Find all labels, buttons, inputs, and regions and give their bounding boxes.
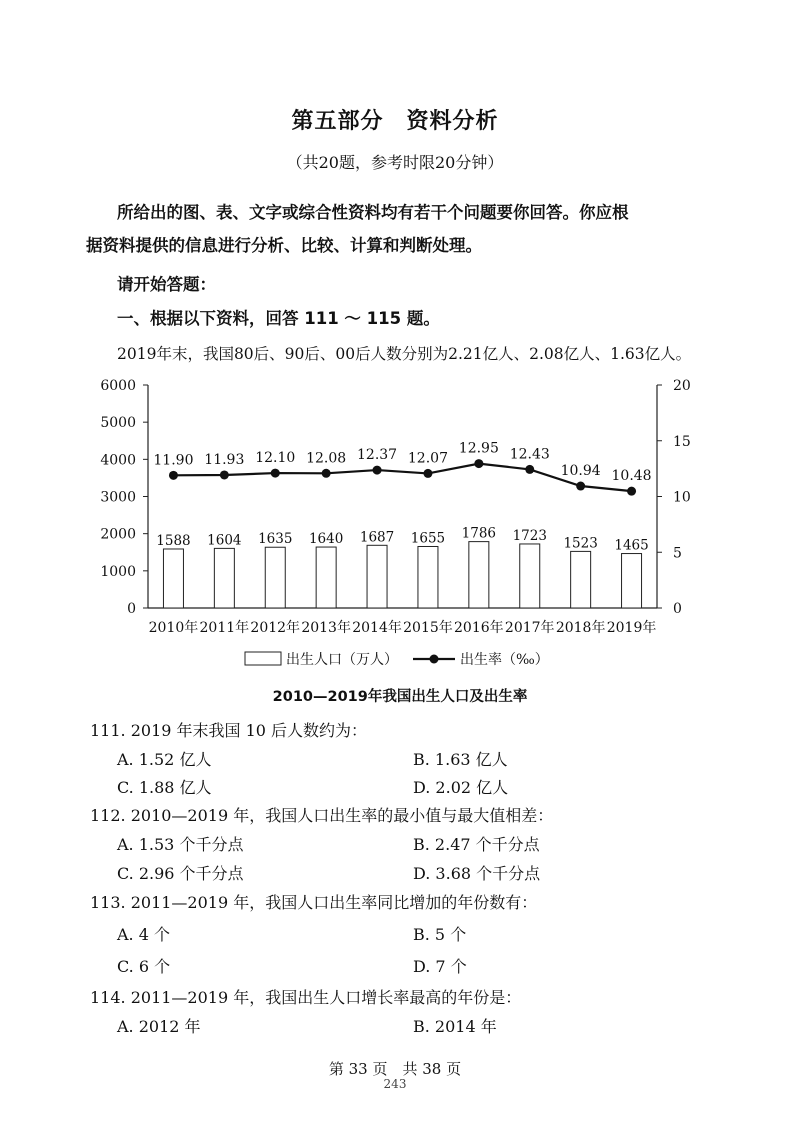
x-tick-label: 2019年 (606, 620, 657, 636)
birth-rate-point-2011年 (220, 470, 229, 479)
x-tick-label: 2013年 (301, 620, 351, 636)
birth-chart (0, 372, 800, 684)
y-right-tick-label: 20 (673, 378, 691, 394)
y-right-tick-label: 10 (673, 489, 691, 506)
y-left-tick-label: 4000 (100, 452, 136, 469)
y-right-tick-label: 5 (673, 545, 682, 562)
x-tick-label: 2012年 (250, 620, 301, 636)
y-left-tick-label: 0 (127, 601, 136, 617)
bar-2016年 (469, 542, 489, 608)
q113-option-c[interactable]: C. 6 个 (117, 957, 171, 976)
q111-option-d[interactable]: D. 2.02 亿人 (413, 778, 509, 797)
y-left-tick-label: 2000 (100, 526, 136, 543)
question-112-stem: 112. 2010—2019 年，我国人口出生率的最小值与最大值相差： (90, 806, 554, 825)
bar-value-label: 1523 (563, 535, 598, 552)
bar-2015年 (418, 546, 438, 608)
line-value-label: 12.37 (357, 447, 398, 464)
q114-option-a[interactable]: A. 2012 年 (117, 1017, 201, 1036)
birth-rate-point-2012年 (271, 469, 280, 478)
birth-rate-point-2013年 (322, 469, 331, 478)
y-right-tick-label: 15 (673, 433, 691, 450)
page-subtitle: （共20题，参考时限20分钟） (286, 153, 504, 172)
q113-option-d[interactable]: D. 7 个 (413, 957, 467, 976)
y-left-tick-label: 1000 (100, 563, 136, 580)
y-right-tick-label: 0 (673, 601, 682, 617)
bar-2014年 (367, 545, 387, 608)
line-value-label: 11.93 (204, 451, 245, 468)
bar-value-label: 1655 (410, 530, 446, 547)
page-number: 243 (383, 1077, 407, 1091)
intro-line-2: 据资料提供的信息进行分析、比较、计算和判断处理。 (86, 236, 482, 255)
x-tick-label: 2010年 (148, 620, 199, 636)
x-tick-label: 2018年 (555, 620, 606, 636)
birth-rate-point-2018年 (576, 482, 585, 491)
bar-value-label: 1640 (308, 531, 344, 548)
q112-option-b[interactable]: B. 2.47 个千分点 (413, 835, 540, 854)
bar-value-label: 1635 (258, 531, 293, 548)
birth-rate-point-2010年 (169, 471, 178, 480)
q114-option-b[interactable]: B. 2014 年 (413, 1017, 497, 1036)
legend-bar-label: 出生人口（万人） (286, 652, 398, 668)
bar-2013年 (316, 547, 336, 608)
question-111-stem: 111. 2019 年末我国 10 后人数约为： (90, 721, 368, 740)
page-title: 第五部分 资料分析 (291, 109, 499, 134)
y-left-tick-label: 5000 (100, 415, 136, 432)
y-left-tick-label: 3000 (100, 489, 136, 506)
x-tick-label: 2016年 (454, 620, 504, 636)
line-value-label: 12.43 (509, 446, 550, 463)
y-left-tick-label: 6000 (100, 378, 136, 394)
bar-2010年 (163, 549, 183, 608)
birth-rate-point-2019年 (627, 487, 636, 496)
line-value-label: 12.07 (407, 450, 448, 467)
bar-value-label: 1588 (156, 532, 191, 549)
section-heading: 一、根据以下资料，回答 111 ～ 115 题。 (117, 309, 440, 328)
question-114-stem: 114. 2011—2019 年，我国出生人口增长率最高的年份是： (90, 988, 522, 1007)
bar-value-label: 1786 (461, 525, 497, 542)
bar-2018年 (571, 551, 591, 608)
birth-rate-point-2014年 (373, 466, 382, 475)
q113-option-a[interactable]: A. 4 个 (117, 925, 170, 944)
x-tick-label: 2017年 (504, 620, 555, 636)
bar-value-label: 1687 (359, 529, 395, 546)
birth-rate-point-2017年 (525, 465, 534, 474)
question-113-stem: 113. 2011—2019 年，我国人口出生率同比增加的年份数有： (90, 893, 538, 912)
line-value-label: 11.90 (153, 452, 194, 469)
section-text: 2019年末，我国80后、90后、00后人数分别为2.21亿人、2.08亿人、1.63亿人。 (117, 345, 692, 363)
bar-2012年 (265, 547, 285, 608)
bar-value-label: 1723 (512, 527, 547, 544)
q112-option-a[interactable]: A. 1.53 个千分点 (117, 835, 244, 854)
q111-option-a[interactable]: A. 1.52 亿人 (117, 750, 212, 769)
x-tick-label: 2011年 (199, 620, 250, 636)
bar-2011年 (214, 548, 234, 608)
start-prompt: 请开始答题： (117, 275, 216, 294)
legend-line-marker (430, 655, 439, 664)
line-value-label: 10.48 (611, 468, 652, 485)
chart-title: 2010—2019年我国出生人口及出生率 (272, 689, 528, 705)
line-value-label: 12.95 (458, 440, 499, 457)
bar-2017年 (520, 544, 540, 608)
q113-option-b[interactable]: B. 5 个 (413, 925, 467, 944)
bar-value-label: 1465 (614, 537, 649, 554)
birth-rate-point-2016年 (474, 459, 483, 468)
legend-bar-swatch (245, 652, 281, 665)
bar-value-label: 1604 (207, 532, 242, 549)
q111-option-b[interactable]: B. 1.63 亿人 (413, 750, 508, 769)
birth-rate-point-2015年 (423, 469, 432, 478)
q112-option-d[interactable]: D. 3.68 个千分点 (413, 864, 541, 883)
x-tick-label: 2015年 (403, 620, 453, 636)
bar-2019年 (622, 554, 642, 608)
line-value-label: 12.10 (255, 450, 296, 467)
x-tick-label: 2014年 (352, 620, 402, 636)
page-footer: 第 33 页 共 38 页 (328, 1060, 462, 1078)
intro-line-1: 所给出的图、表、文字或综合性资料均有若干个问题要你回答。你应根 (117, 203, 629, 222)
line-value-label: 12.08 (306, 450, 347, 467)
legend-line-label: 出生率（‰） (460, 652, 549, 668)
q111-option-c[interactable]: C. 1.88 亿人 (117, 778, 212, 797)
q112-option-c[interactable]: C. 2.96 个千分点 (117, 864, 244, 883)
line-value-label: 10.94 (560, 463, 601, 480)
